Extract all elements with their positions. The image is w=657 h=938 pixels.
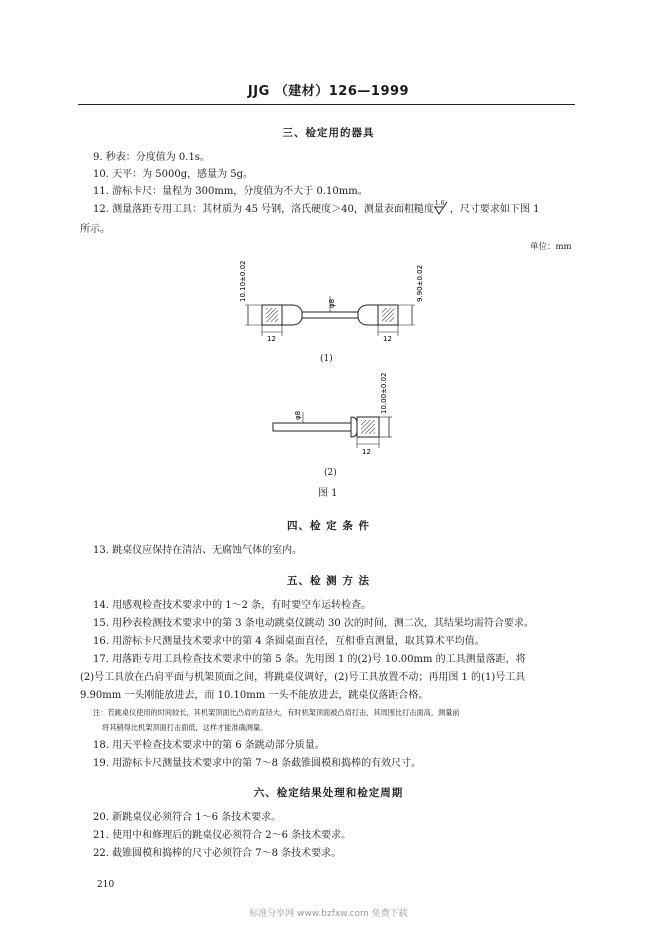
paragraph-15: 15. 用秒表检测技术要求中的第 3 条电动跳桌仪跳动 30 次的时间，测二次，其结果均需符合要求。 <box>93 618 534 629</box>
paragraph-12-text-a: 12. 测量落距专用工具：其材质为 45 号钢，洛氏硬度＞40，测量表面粗糙度 <box>93 204 434 215</box>
dim-len-1a: 12 <box>267 335 276 342</box>
figure-1-tool-1 <box>230 252 430 342</box>
paragraph-17-line-2: (2)号工具放在凸肩平面与机架顶面之间，将跳桌仪调好，(2)号工具放置不动；再用图 1 的(1)号工具 <box>80 672 526 683</box>
unit-label: 单位：mm <box>530 242 572 252</box>
dim-len-1b: 12 <box>383 335 392 342</box>
dim-len-2: 12 <box>362 448 371 456</box>
note-line-1: 注：若跳桌仪使用的时间较长，其机架顶面比凸肩的直径大，有时机架顶面被凸肩打击，其周围比打击面高，测量前 <box>93 708 460 717</box>
watermark: 标准分享网 www.bzfxw.com 免费下载 <box>249 909 408 919</box>
paragraph-9: 9. 秒表：分度值为 0.1s。 <box>93 152 210 163</box>
section-heading-3: 三、检定用的器具 <box>282 127 375 139</box>
dim-right-1: 9.90±0.02 <box>416 264 424 302</box>
section-heading-5: 五、检 测 方 法 <box>287 575 370 587</box>
page-number: 210 <box>97 880 115 890</box>
paragraph-14: 14. 用感观检查技术要求中的 1～2 条，有时要空车运转检查。 <box>93 600 372 611</box>
paragraph-16: 16. 用游标卡尺测量技术要求中的第 4 条圆桌面直径，互相垂直测量，取其算术平均值。 <box>93 636 485 647</box>
dim-right-2: 10.00±0.02 <box>380 372 388 414</box>
paragraph-18: 18. 用天平检查技术要求中的第 6 条跳动部分质量。 <box>93 740 325 751</box>
note-line-2: 将其稍得比机架顶面打击面低，这样才能准确测量。 <box>102 723 268 732</box>
figure-1-tool-2 <box>265 368 405 458</box>
paragraph-17: 17. 用落距专用工具检查技术要求中的第 5 条。先用图 1 的(2)号 10.00mm 的工具测量落距，将 <box>93 654 526 665</box>
section-heading-6: 六、检定结果处理和检定周期 <box>253 787 404 799</box>
header-rule <box>78 104 575 105</box>
figure-caption-2: (2) <box>324 468 337 478</box>
paragraph-20: 20. 新跳桌仪必须符合 1～6 条技术要求。 <box>93 812 282 823</box>
paragraph-17-line-3: 9.90mm 一头刚能放进去，而 10.10mm 一头不能放进去，跳桌仪落距合格。 <box>80 690 429 701</box>
paragraph-12 <box>93 201 593 218</box>
section-heading-4: 四、检 定 条 件 <box>287 520 370 532</box>
paragraph-12-cont: 所示。 <box>80 224 110 235</box>
dim-left-1: 10.10±0.02 <box>239 260 247 302</box>
paragraph-10: 10. 天平：为 5000g，感量为 5g。 <box>93 169 254 180</box>
paragraph-19: 19. 用游标卡尺测量技术要求中的第 7～8 条截锥圆模和捣棒的有效尺寸。 <box>93 758 422 769</box>
roughness-value: 1.6 <box>434 200 445 207</box>
paragraph-22: 22. 截锥圆模和捣棒的尺寸必须符合 7～8 条技术要求。 <box>93 848 342 859</box>
paragraph-12-text-b: ，尺寸要求如下图 1 <box>449 204 540 215</box>
page-header: JJG （建材）126—1999 <box>247 84 410 99</box>
roughness-check-icon <box>434 201 450 215</box>
paragraph-21: 21. 使用中和修理后的跳桌仪必须符合 2～6 条技术要求。 <box>93 830 352 841</box>
figure-caption-1: (1) <box>320 354 333 364</box>
dim-phi-1: φ8 <box>328 298 336 308</box>
dim-phi-2: φ8 <box>294 410 302 420</box>
paragraph-11: 11. 游标卡尺：量程为 300mm，分度值为不大于 0.10mm。 <box>93 186 368 197</box>
paragraph-13: 13. 跳桌仪应保持在清洁、无腐蚀气体的室内。 <box>93 545 303 556</box>
roughness-symbol <box>434 201 450 215</box>
figure-title: 图 1 <box>318 488 338 499</box>
